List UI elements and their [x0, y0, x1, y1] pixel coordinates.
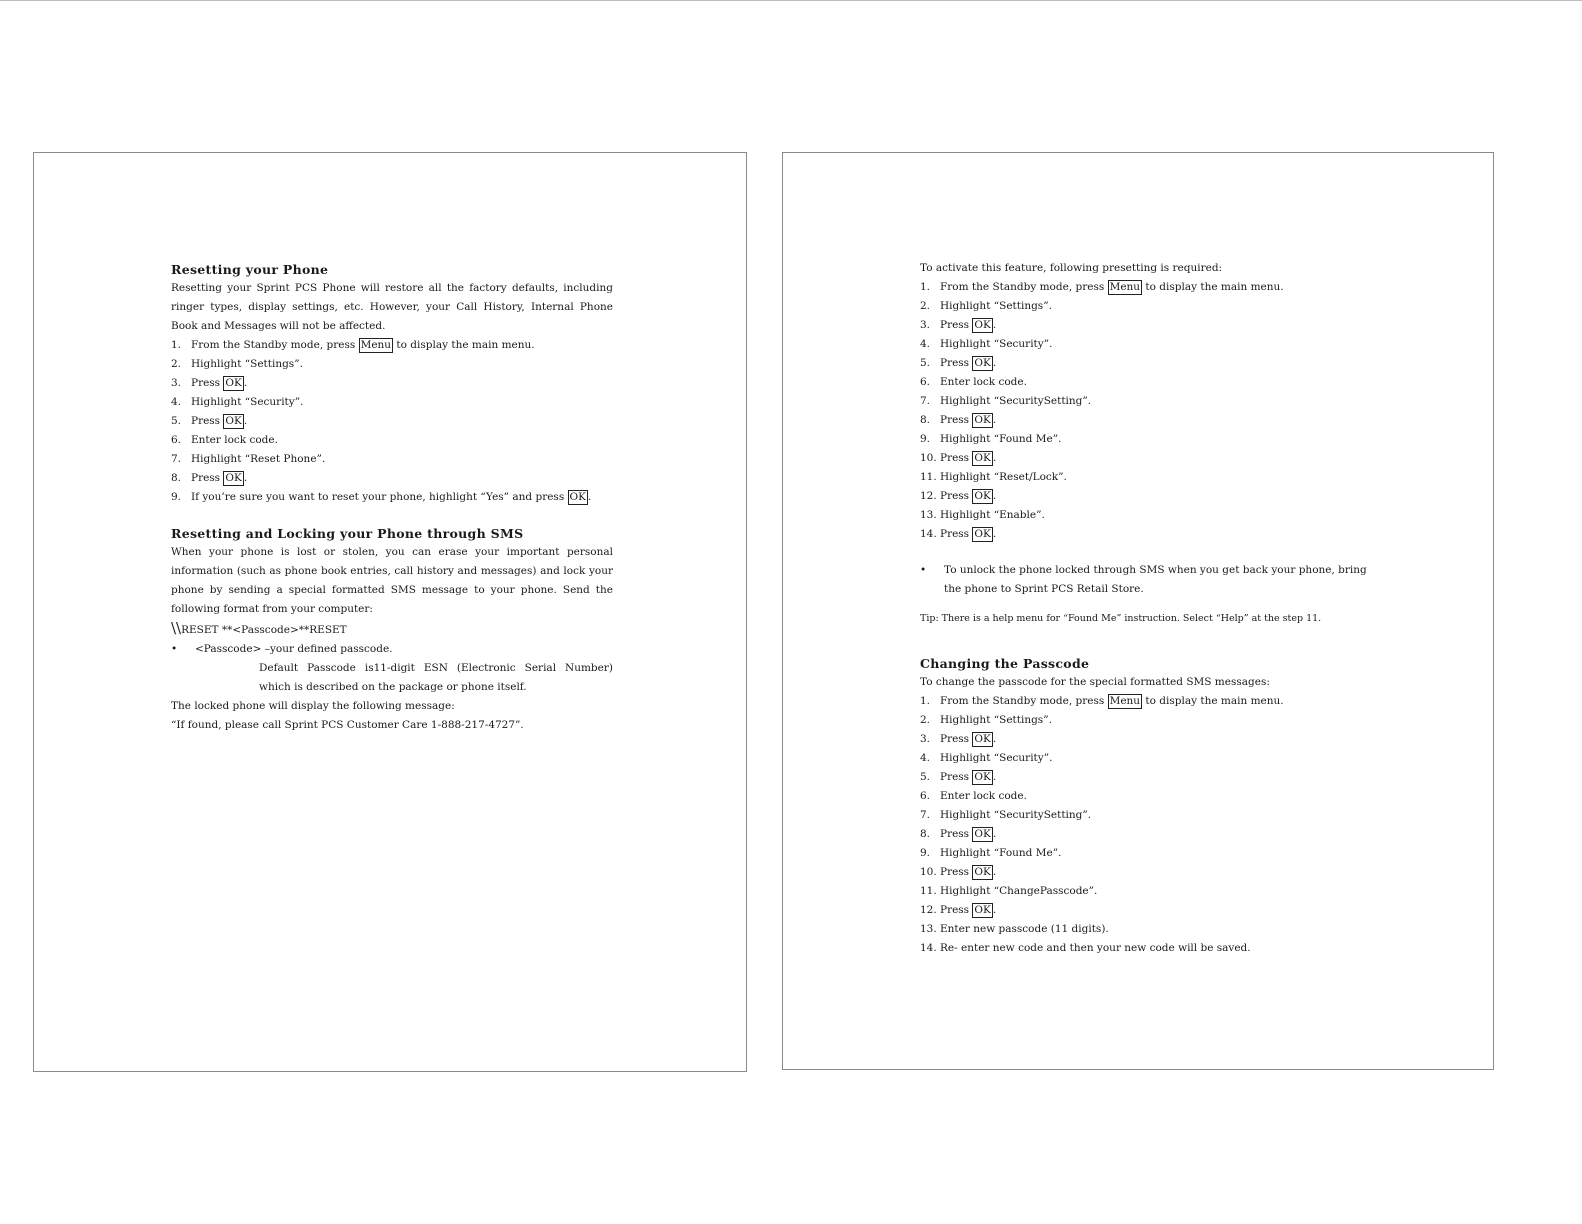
step-text-post: .: [992, 452, 997, 464]
step-text-post: to display the main menu.: [1142, 281, 1284, 293]
ok-key-icon: OK: [974, 414, 991, 426]
step-text: [940, 392, 1091, 411]
step-number: 3.: [920, 733, 931, 745]
step-text-pre: From the Standby mode, press: [191, 339, 359, 351]
step-text-post: .: [992, 319, 997, 331]
bullet-icon: •: [920, 564, 927, 576]
step-text: [191, 374, 247, 393]
step-number: 8.: [920, 414, 931, 426]
step-text-pre: Press: [940, 490, 973, 502]
step-text-post: .: [992, 490, 997, 502]
ok-key-icon: OK: [974, 490, 991, 502]
step-text: [940, 863, 996, 882]
default-passcode-note: Default Passcode is11-digit ESN (Electronic Serial Number) which is described on the package or phone itself.: [259, 662, 613, 693]
step-text: [940, 316, 996, 335]
step-text: [940, 335, 1052, 354]
ok-key-icon: OK: [225, 377, 242, 389]
step-item: [171, 450, 613, 469]
step-text-post: .: [243, 415, 248, 427]
step-item: [171, 412, 613, 431]
step-item: [920, 768, 1370, 787]
step-number: 4.: [171, 396, 182, 408]
ok-key-icon: OK: [974, 733, 991, 745]
passcode-bullet-text: <Passcode> –your defined passcode.: [195, 643, 393, 655]
section-title-change-passcode: Changing the Passcode: [920, 656, 1090, 671]
step-text-pre: Enter lock code.: [940, 376, 1027, 388]
step-text: [940, 825, 996, 844]
step-item: [920, 692, 1370, 711]
ok-key-icon: OK: [569, 491, 586, 503]
step-number: 13.: [920, 509, 937, 521]
step-text: [940, 844, 1061, 863]
step-item: [920, 411, 1370, 430]
step-number: 14.: [920, 528, 937, 540]
step-text: [940, 768, 996, 787]
ok-key-icon: OK: [974, 904, 991, 916]
step-text-pre: From the Standby mode, press: [940, 281, 1108, 293]
step-item: [920, 316, 1370, 335]
step-item: [920, 844, 1370, 863]
step-text-post: .: [992, 904, 997, 916]
step-item: [920, 825, 1370, 844]
step-item: [920, 430, 1370, 449]
step-number: 6.: [920, 376, 931, 388]
step-item: [920, 920, 1370, 939]
step-text-post: .: [992, 828, 997, 840]
step-number: 7.: [171, 453, 182, 465]
step-text: [940, 939, 1251, 958]
step-text-pre: Re- enter new code and then your new code will be saved.: [940, 942, 1251, 954]
step-item: [920, 297, 1370, 316]
step-text: [191, 393, 303, 412]
menu-key-icon: Menu: [1109, 281, 1141, 293]
step-text-pre: Highlight “Security”.: [940, 338, 1053, 350]
step-number: 1.: [920, 281, 931, 293]
step-item: [920, 487, 1370, 506]
step-text: [940, 468, 1067, 487]
step-number: 3.: [920, 319, 931, 331]
step-text-pre: Press: [940, 866, 973, 878]
ok-key-icon: OK: [974, 319, 991, 331]
step-number: 9.: [920, 847, 931, 859]
step-number: 2.: [920, 300, 931, 312]
step-item: [920, 939, 1370, 958]
activate-intro: To activate this feature, following presetting is required:: [920, 262, 1223, 274]
step-text-pre: Press: [940, 771, 973, 783]
step-text-pre: Highlight “Reset/Lock”.: [940, 471, 1067, 483]
step-text: [940, 901, 996, 920]
step-text-post: to display the main menu.: [1142, 695, 1284, 707]
step-number: 11.: [920, 885, 937, 897]
sms-intro: When your phone is lost or stolen, you can erase your important personal information (such as phone book entries, call history and messages) and lock your phone by sending a special formatted SMS message to your phone. Send the following format from your computer:: [171, 546, 613, 615]
step-text: [191, 336, 535, 355]
step-text-post: .: [992, 414, 997, 426]
step-item: [171, 469, 613, 488]
step-item: [171, 431, 613, 450]
unlock-note: To unlock the phone locked through SMS when you get back your phone, bring the phone to Sprint PCS Retail Store.: [944, 564, 1367, 595]
step-text-pre: Highlight “Security”.: [191, 396, 304, 408]
step-number: 12.: [920, 490, 937, 502]
step-text-pre: Enter lock code.: [940, 790, 1027, 802]
step-number: 8.: [171, 472, 182, 484]
step-text: [940, 373, 1027, 392]
ok-key-icon: OK: [974, 771, 991, 783]
section-title-sms-lock: Resetting and Locking your Phone through SMS: [171, 526, 524, 541]
step-text-post: .: [588, 491, 592, 503]
step-text: [940, 297, 1052, 316]
locked-message: “If found, please call Sprint PCS Customer Care 1-888-217-4727”.: [171, 719, 524, 731]
step-item: [171, 355, 613, 374]
step-number: 6.: [920, 790, 931, 802]
step-number: 1.: [920, 695, 931, 707]
step-item: [920, 863, 1370, 882]
right-page-content: [920, 259, 1370, 958]
step-text: [191, 355, 303, 374]
left-page: [33, 152, 747, 1072]
ok-key-icon: OK: [974, 866, 991, 878]
step-item: [920, 749, 1370, 768]
step-item: [171, 374, 613, 393]
step-text-pre: Highlight “Found Me”.: [940, 433, 1062, 445]
step-text-pre: From the Standby mode, press: [940, 695, 1108, 707]
bullet-icon: •: [171, 643, 178, 655]
step-text-pre: Highlight “ChangePasscode”.: [940, 885, 1098, 897]
step-text-pre: Enter new passcode (11 digits).: [940, 923, 1109, 935]
step-text: [191, 431, 278, 450]
step-text-pre: Press: [191, 377, 224, 389]
reset-command: [171, 619, 613, 640]
step-text: [191, 450, 325, 469]
step-number: 5.: [171, 415, 182, 427]
step-text: [940, 787, 1027, 806]
step-item: [920, 278, 1370, 297]
activate-steps: [920, 278, 1370, 544]
step-number: 4.: [920, 752, 931, 764]
step-number: 2.: [171, 358, 182, 370]
reset-steps: [171, 336, 613, 507]
step-number: 5.: [920, 771, 931, 783]
step-text-pre: Highlight “Reset Phone”.: [191, 453, 326, 465]
step-text: [191, 488, 591, 507]
step-text-pre: Highlight “SecuritySetting”.: [940, 809, 1092, 821]
step-text: [940, 411, 996, 430]
passcode-intro: To change the passcode for the special formatted SMS messages:: [920, 676, 1270, 688]
step-text-pre: Highlight “Settings”.: [191, 358, 303, 370]
step-text-pre: Press: [191, 472, 224, 484]
step-number: 10.: [920, 866, 937, 878]
step-text: [940, 749, 1052, 768]
left-page-content: [171, 261, 613, 735]
section-title-resetting-phone: Resetting your Phone: [171, 262, 329, 277]
step-number: 11.: [920, 471, 937, 483]
step-number: 2.: [920, 714, 931, 726]
step-text-pre: Press: [940, 452, 973, 464]
step-text-pre: Press: [940, 414, 973, 426]
step-number: 9.: [920, 433, 931, 445]
step-text: [940, 449, 996, 468]
step-number: 14.: [920, 942, 937, 954]
step-text-pre: Highlight “Found Me”.: [940, 847, 1062, 859]
unlock-bullet: [920, 561, 1370, 599]
right-page: [782, 152, 1494, 1070]
step-item: [920, 335, 1370, 354]
step-item: [920, 787, 1370, 806]
step-item: [920, 392, 1370, 411]
step-item: [920, 449, 1370, 468]
step-text-pre: Press: [940, 828, 973, 840]
step-text-pre: Highlight “SecuritySetting”.: [940, 395, 1092, 407]
passcode-steps: [920, 692, 1370, 958]
step-text-post: .: [992, 733, 997, 745]
command-slashes: \\: [171, 619, 182, 637]
step-text: [940, 278, 1284, 297]
step-text: [940, 487, 996, 506]
menu-key-icon: Menu: [360, 339, 392, 351]
step-text-post: .: [992, 771, 997, 783]
command-text: RESET **<Passcode>**RESET: [181, 624, 347, 636]
step-number: 5.: [920, 357, 931, 369]
step-text: [940, 354, 996, 373]
step-text-pre: Highlight “Settings”.: [940, 714, 1052, 726]
step-number: 13.: [920, 923, 937, 935]
step-text-post: .: [992, 866, 997, 878]
step-text-pre: Highlight “Settings”.: [940, 300, 1052, 312]
step-number: 1.: [171, 339, 182, 351]
step-item: [920, 711, 1370, 730]
reset-intro: Resetting your Sprint PCS Phone will restore all the factory defaults, including ringer types, display settings, etc. However, your Call History, Internal Phone Book and Messages will not be affected.: [171, 282, 613, 332]
step-number: 6.: [171, 434, 182, 446]
step-item: [171, 336, 613, 355]
step-item: [171, 488, 613, 507]
step-text: [940, 506, 1045, 525]
ok-key-icon: OK: [974, 357, 991, 369]
step-number: 12.: [920, 904, 937, 916]
step-text-post: .: [243, 472, 248, 484]
step-number: 10.: [920, 452, 937, 464]
step-item: [920, 468, 1370, 487]
ok-key-icon: OK: [974, 452, 991, 464]
step-number: 3.: [171, 377, 182, 389]
step-text-pre: Enter lock code.: [191, 434, 278, 446]
step-text-pre: Press: [940, 319, 973, 331]
step-item: [920, 901, 1370, 920]
step-number: 4.: [920, 338, 931, 350]
step-number: 7.: [920, 809, 931, 821]
step-text: [940, 730, 996, 749]
ok-key-icon: OK: [974, 528, 991, 540]
step-number: 8.: [920, 828, 931, 840]
step-text: [940, 806, 1091, 825]
step-text-post: .: [992, 528, 997, 540]
step-text-post: to display the main menu.: [393, 339, 535, 351]
passcode-bullet: [171, 640, 613, 659]
step-item: [920, 730, 1370, 749]
step-text: [940, 711, 1052, 730]
step-text-pre: Press: [940, 357, 973, 369]
step-text-pre: Highlight “Enable”.: [940, 509, 1045, 521]
step-text-pre: Press: [191, 415, 224, 427]
step-text: [940, 920, 1109, 939]
step-text-pre: Press: [940, 904, 973, 916]
step-text: [940, 525, 996, 544]
step-text-post: .: [243, 377, 248, 389]
step-item: [920, 525, 1370, 544]
locked-message-intro: The locked phone will display the following message:: [171, 700, 455, 712]
step-text: [940, 882, 1097, 901]
step-text: [940, 692, 1284, 711]
step-item: [920, 882, 1370, 901]
top-edge-line: [0, 0, 1582, 1]
step-item: [171, 393, 613, 412]
step-text-pre: Highlight “Security”.: [940, 752, 1053, 764]
step-text-post: .: [992, 357, 997, 369]
step-text: [940, 430, 1061, 449]
tip-note: Tip: There is a help menu for “Found Me” instruction. Select “Help” at the step 11.: [920, 612, 1322, 624]
step-item: [920, 354, 1370, 373]
ok-key-icon: OK: [974, 828, 991, 840]
step-text: [191, 469, 247, 488]
ok-key-icon: OK: [225, 472, 242, 484]
step-item: [920, 806, 1370, 825]
step-text-pre: Press: [940, 528, 973, 540]
menu-key-icon: Menu: [1109, 695, 1141, 707]
step-number: 7.: [920, 395, 931, 407]
step-item: [920, 373, 1370, 392]
step-text: [191, 412, 247, 431]
step-number: 9.: [171, 491, 182, 503]
step-text-pre: If you’re sure you want to reset your phone, highlight “Yes” and press: [191, 491, 568, 503]
step-text-pre: Press: [940, 733, 973, 745]
step-item: [920, 506, 1370, 525]
ok-key-icon: OK: [225, 415, 242, 427]
